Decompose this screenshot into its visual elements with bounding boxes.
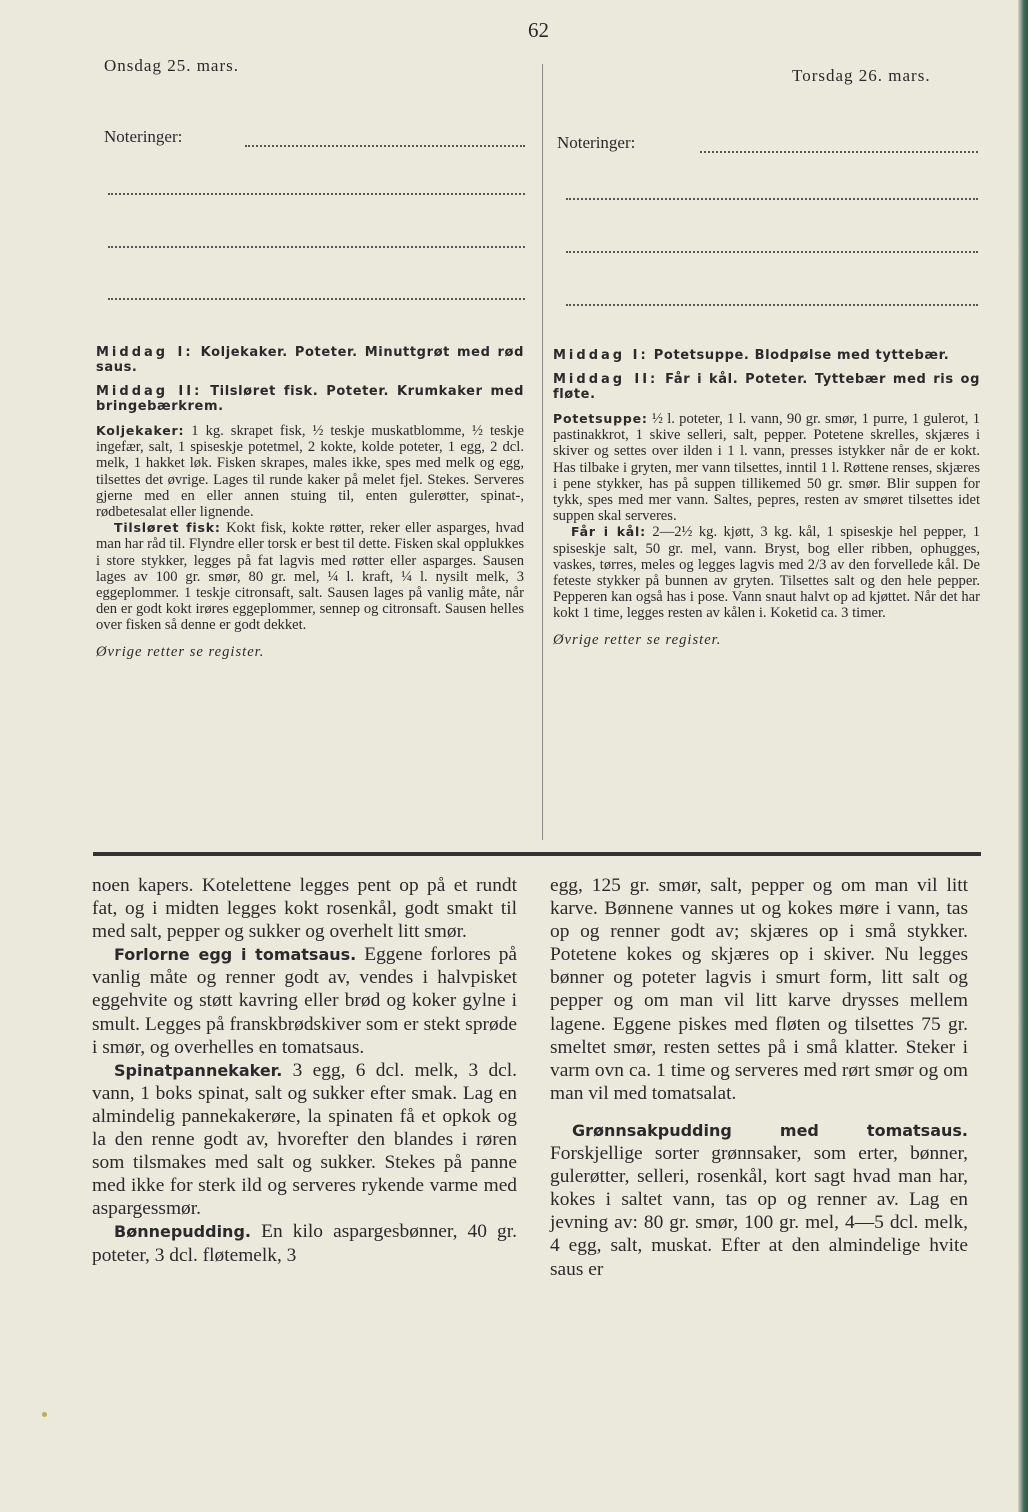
right-notes-line-4 [566, 304, 978, 306]
right-menu-2-text: Får i kål. Poteter. Tyttebær med ris og fløte. [553, 372, 980, 402]
left-notes-label: Noteringer: [104, 127, 183, 146]
right-menu-2-label: Middag II: [553, 372, 659, 387]
left-day-title: Onsdag 25. mars. [104, 56, 239, 75]
left-notes-line-3 [108, 246, 525, 248]
right-notes-line-2 [566, 198, 978, 200]
page-edge [1018, 0, 1028, 1512]
left-recipe-2-name: Tilsløret fisk: [114, 520, 221, 536]
bottom-left-para-4-text: En kilo aspargesbønner, 40 gr. poteter, 3 dcl. fløtemelk, 3 [92, 1221, 517, 1266]
left-recipe-1 [96, 423, 524, 520]
right-recipe-column [553, 348, 980, 656]
bottom-left-para-4 [92, 1220, 517, 1266]
bottom-left-para-2-title: Forlorne egg i tomatsaus. [114, 945, 357, 965]
bottom-left-column [92, 874, 517, 1267]
bottom-right-para-2 [550, 1119, 968, 1281]
right-notes-line-3 [566, 251, 978, 253]
bottom-left-para-3-text: 3 egg, 6 dcl. melk, 3 dcl. vann, 1 boks spinat, salt og sukker efter smak. Lag en almindelig pannekakerøre, la spinaten få et opkok og la den renne godt av, hvorefter den blandes i røren som tilsmakes med salt og sukker. Stekes på panne med ikke for sterk ild og serveres rykende varme med aspargessmør. [92, 1059, 517, 1220]
left-menu-2-label: Middag II: [96, 384, 203, 399]
right-recipe-1-name: Potetsuppe: [553, 411, 648, 426]
right-menu-2 [553, 372, 980, 402]
bottom-left-para-1: noen kapers. Kotelettene legges pent op på et rundt fat, og i midten legges kokt rosenkål, godt smakt til med salt, pepper og sukker og overhelt litt smør. [92, 875, 517, 943]
left-menu-1 [96, 345, 524, 375]
right-recipe-2-text: 2—2½ kg. kjøtt, 3 kg. kål, 1 spiseskje hel pepper, 1 spiseskje salt, 50 gr. mel, vann. Bryst, bog eller ribben, ophugges, vaskes, tørres, meles og legges lagvis med 2/3 av den forvellede kål. De feteste stykker på bunnen av gryten. Tilsettes salt og den hele pepper. Pepperen kan også has i pose. Vann snaut halvt op ad kjøttet. Når det har kokt 1 time, legges resten av kålen i. Koketid ca. 3 timer. [553, 524, 981, 622]
right-notes-label: Noteringer: [557, 133, 636, 152]
stain-dot [42, 1412, 47, 1417]
left-menu-2 [96, 384, 524, 414]
horizontal-rule [93, 852, 981, 856]
left-notes-line-4 [108, 298, 525, 300]
bottom-left-para-2-text: Eggene forlores på vanlig måte og renner godt av, vendes i halvpisket eggehvite og støtt kavring eller brød og koker gylne i smult. Legges på franskbrødskiver som er stekt sprøde i smør, og overhelles en tomatsaus. [92, 944, 517, 1058]
left-menu-1-text: Koljekaker. Poteter. Minuttgrøt med rød saus. [96, 345, 524, 375]
right-recipe-1-text: ½ l. poteter, 1 l. vann, 90 gr. smør, 1 purre, 1 gulerot, 1 pastinakkrot, 1 skive selleri, salt, pepper. Potetene skrelles, skjæres i skiver og settes over ilden i 1 l. vann, presses istykker når de er kokt. Has tilbake i gryten, mer vann tilsettes, inntil 1 l. Røttene renses, skjæres i pene stykker, has på suppen tillikemed 50 gr. smør. Blir suppen for tykk, spes med mer vann. Saltes, pepres, resten av smøret tilsettes idet suppen skal serveres. [553, 411, 980, 525]
column-divider [542, 64, 543, 840]
left-notes-line-1 [245, 145, 525, 147]
left-recipe-1-name: Koljekaker: [96, 423, 185, 438]
bottom-left-para-3 [92, 1059, 517, 1221]
bottom-right-para-2-text: Forskjellige sorter grønnsaker, som erter, bønner, gulerøtter, selleri, rosenkål, kort sagt hvad man har, kokes i saltet vann, tas op og renner av. Lag en jevning av: 80 gr. smør, 100 gr. mel, 4—5 dcl. melk, 4 egg, salt, muskat. Efter at den almindelige hvite saus er [550, 1143, 968, 1280]
left-notes-line-2 [108, 193, 525, 195]
bottom-left-para-2 [92, 943, 517, 1058]
left-menu-2-text: Tilsløret fisk. Poteter. Krumkaker med bringebærkrem. [96, 384, 524, 414]
right-menu-1-label: Middag I: [553, 348, 649, 363]
left-recipe-column [96, 345, 524, 668]
right-notes-line-1 [700, 151, 978, 153]
left-recipe-2-text: Kokt fisk, kokte røtter, reker eller asparges, hvad man har råd til. Flyndre eller torsk er best til dette. Fisken skal opplukkes i store stykker, legges på fat lagvis med røtter eller asparges. Sausen lages av 100 gr. smør, 80 gr. mel, ¼ l. kraft, ¼ l. nysilt melk, 3 eggeplommer. 1 teskje citronsaft, salt. Sausen lages på vanlig måte, når den er godt kokt irøres eggeplommer, sennep og citronsaft. Sausen helles over fisken så denne er godt dekket. [96, 520, 524, 634]
left-recipe-2 [96, 520, 524, 633]
right-day-title: Torsdag 26. mars. [792, 66, 931, 85]
right-recipe-2-name: Får i kål: [571, 524, 646, 540]
left-other-dishes: Øvrige retter se register. [96, 643, 265, 660]
right-other-dishes: Øvrige retter se register. [553, 631, 722, 648]
right-menu-1 [553, 348, 980, 363]
right-recipe-1 [553, 411, 980, 524]
bottom-right-column [550, 874, 968, 1281]
bottom-right-para-2-title: Grønnsakpudding med tomatsaus. [572, 1120, 968, 1140]
left-menu-1-label: Middag I: [96, 345, 194, 360]
bottom-right-para-1: egg, 125 gr. smør, salt, pepper og om man vil litt karve. Bønnene vannes ut og kokes møre i vann, tas op og renner godt av; skjæres op i små stykker. Potetene kokes og skjæres op i skiver. Nu legges bønner og poteter lagvis i smurt form, litt salt og pepper og om man vil litt karve drysses mellem lagene. Eggene piskes med fløten og tilsettes 75 gr. smeltet smør, resten settes på i små klatter. Steker i varm ovn ca. 1 time og serveres med rørt smør og om man vil med tomatsalat. [550, 875, 968, 1104]
bottom-left-para-4-title: Bønnepudding. [114, 1222, 251, 1242]
page-number: 62 [528, 18, 549, 42]
right-recipe-2 [553, 524, 980, 621]
left-recipe-1-text: 1 kg. skrapet fisk, ½ teskje muskatblomme, ½ teskje ingefær, salt, 1 spiseskje potetmel, 2 kokte, kolde poteter, 1 egg, 2 dcl. melk, 1 hakket løk. Fisken skrapes, males ikke, spes med melk og egg, tilsettes det øvrige. Lages til runde kaker på melet fjel. Stekes. Serveres gjerne med en eller annen stuing til, enten gulerøtter, spinat-, rødbetesalat eller lignende. [96, 423, 525, 521]
bottom-left-para-3-title: Spinatpannekaker. [114, 1060, 283, 1080]
right-menu-1-text: Potetsuppe. Blodpølse med tyttebær. [653, 348, 950, 363]
